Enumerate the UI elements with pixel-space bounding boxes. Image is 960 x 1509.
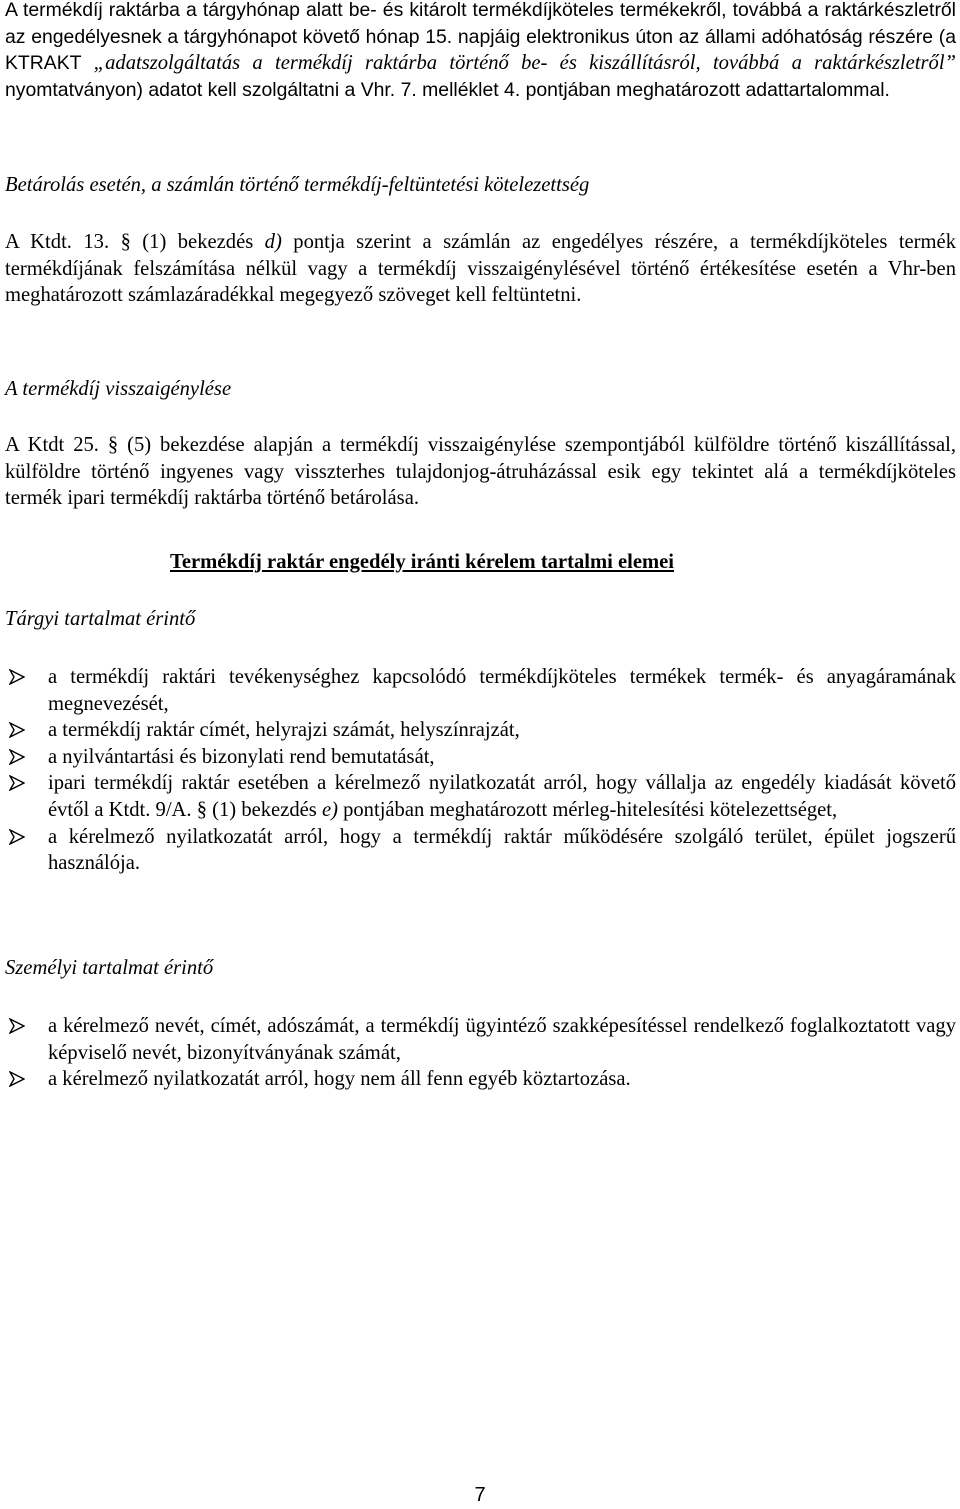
arrowhead-bullet-icon [9,722,25,738]
list-item [5,770,956,823]
personal-list [5,1013,956,1093]
list-item [5,717,956,744]
arrowhead-bullet-icon [9,749,25,765]
paragraph-refund: A Ktdt 25. § (5) bekezdése alapján a termékdíj visszaigénylése szempontjából külföldre történő kiszállítással, külföldre történő ingyenes vagy visszterhes tulajdonjog-átruházással esik egy tekintet alá a termékdíjköteles termék ipari termékdíj raktárba történő betárolása. [5,434,956,510]
list-item-text: a nyilvántartási és bizonylati rend bemutatását, [48,745,435,768]
list-item [5,824,956,877]
page-number: 7 [474,1484,486,1506]
point-ref: e) [321,798,338,821]
section-heading-personal: Személyi tartalmat érintő [5,957,214,979]
list-item-text: a termékdíj raktári tevékenységhez kapcsolódó termékdíjköteles termékek termék- és anyagáramának megnevezését, [48,666,956,715]
list-item-text-end: pontjában meghatározott mérleg-hitelesítési kötelezettséget, [337,798,838,821]
arrowhead-bullet-icon [9,1071,25,1087]
intro-text-end: nyomtatványon) adatot kell szolgáltatni a Vhr. 7. melléklet 4. pontjában meghatározott adattartalommal. [5,78,890,101]
list-item-text: a termékdíj raktár címét, helyrajzi számát, helyszínrajzát, [48,719,520,742]
section-heading-invoice: Betárolás esetén, a számlán történő termékdíj-feltüntetési kötelezettség [5,174,590,196]
list-item [5,1013,956,1066]
arrowhead-bullet-icon [9,1018,25,1034]
intro-text-start: A termékdíj raktárba a tárgyhónap alatt be- és kitárolt termékdíjköteles termékekről, továbbá a raktárkészletről az engedélyesnek a tárgyhónapot követő hónap 15. napjáig elektronikus úton az állami adóhatóság részére (a KTRAKT [5,0,956,75]
invoice-text-a: A Ktdt. 13. § (1) bekezdés [5,231,265,253]
section-heading-subject: Tárgyi tartalmat érintő [5,608,196,630]
paragraph-invoice [5,229,956,309]
invoice-point-ref: d) [264,231,282,253]
intro-form-name: „adatszolgáltatás a termékdíj raktárba történő be- és kiszállításról, továbbá a raktárkészletről” [93,52,956,75]
intro-paragraph [5,0,956,103]
list-item [5,744,956,771]
section-heading-refund: A termékdíj visszaigénylése [5,378,232,400]
list-item-text: a kérelmező nevét, címét, adószámát, a termékdíj ügyintéző szakképesítéssel rendelkező foglalkoztatott vagy képviselő nevét, bizonyítványának számát, [48,1015,956,1064]
list-item-text: a kérelmező nyilatkozatát arról, hogy nem áll fenn egyéb köztartozása. [48,1068,631,1091]
main-title: Termékdíj raktár engedély iránti kérelem tartalmi elemei [170,551,675,573]
subject-list [5,664,956,877]
invoice-text-b: pontja szerint a számlán az engedélyes részére, a termékdíjköteles termék termékdíjának felszámítása nélkül vagy a termékdíj visszaigénylésével történő értékesítése esetén a Vhr-ben meghatározott számlazáradékkal megegyező szöveget kell feltüntetni. [5,231,956,307]
arrowhead-bullet-icon [9,775,25,791]
list-item [5,664,956,717]
list-item [5,1066,956,1093]
list-item-text: ipari termékdíj raktár esetében a kérelmező nyilatkozatát arról, hogy vállalja az engedély kiadását követő évtől a Ktdt. 9/A. § (1) bekezdés [48,772,956,821]
list-item-text: a kérelmező nyilatkozatát arról, hogy a termékdíj raktár működésére szolgáló terület, épület jogszerű használója. [48,825,956,875]
arrowhead-bullet-icon [9,669,25,685]
arrowhead-bullet-icon [9,829,25,845]
